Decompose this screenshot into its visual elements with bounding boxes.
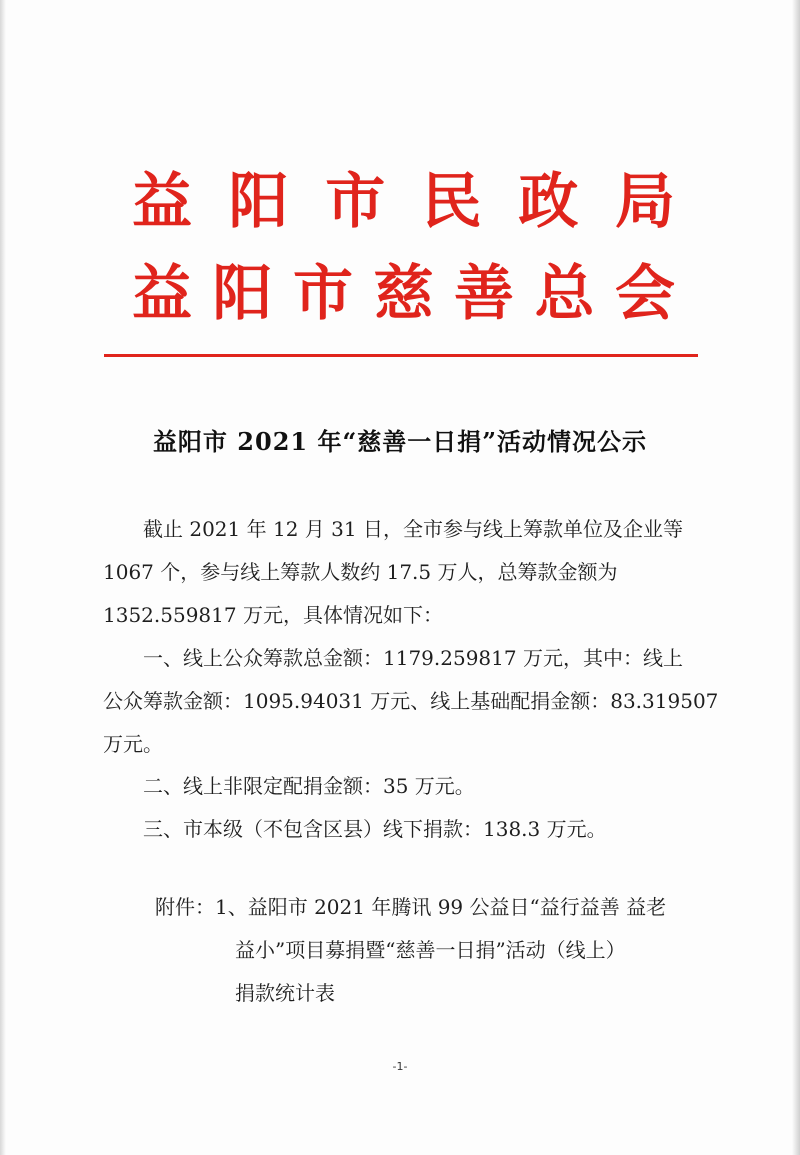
text-line: 公众筹款金额：1095.94031 万元、线上基础配捐金额：83.319507 [103,689,719,713]
header-char: 益 [132,167,192,237]
red-divider-line [104,354,698,357]
paragraph-item-3 [103,808,699,851]
header-char: 市 [293,259,353,329]
header-char: 市 [325,167,386,237]
header-char: 益 [132,259,192,329]
scan-edge-left [0,0,6,1155]
page-number: -1- [392,1060,408,1073]
attachment-note [155,886,700,1015]
issuer-header-civil-affairs [132,168,675,236]
text-line: 二、线上非限定配捐金额：35 万元。 [103,774,475,798]
paragraph-summary [103,508,699,637]
paragraph-item-1 [103,637,719,766]
text-line: 1067 个，参与线上筹款人数约 17.5 万人，总筹款金额为 [103,560,618,584]
header-char: 局 [614,167,675,237]
header-char: 善 [454,259,514,329]
text-line: 万元。 [103,732,163,756]
issuer-header-charity-federation [132,260,675,328]
text-line: 截止 2021 年 12 月 31 日，全市参与线上筹款单位及企业等 [103,517,683,541]
text-line: 附件：1、益阳市 2021 年腾讯 99 公益日“益行益善 益老 [155,895,667,919]
header-char: 政 [518,167,579,237]
header-char: 会 [615,259,675,329]
text-line: 1352.559817 万元，具体情况如下： [103,603,443,627]
scan-edge-right [792,0,800,1155]
text-line: 三、市本级（不包含区县）线下捐款：138.3 万元。 [103,817,607,841]
paragraph-item-2 [103,765,699,808]
text-line: 捐款统计表 [155,981,335,1005]
header-char: 阳 [228,167,289,237]
document-title: 益阳市 2021 年“慈善一日捐”活动情况公示 [152,427,648,456]
text-line: 一、线上公众筹款总金额：1179.259817 万元，其中：线上 [103,646,683,670]
header-char: 阳 [212,259,273,329]
header-char: 总 [534,259,595,329]
text-line: 益小”项目募捐暨“慈善一日捐”活动（线上） [155,938,626,962]
header-char: 慈 [373,259,434,329]
header-char: 民 [421,167,482,237]
